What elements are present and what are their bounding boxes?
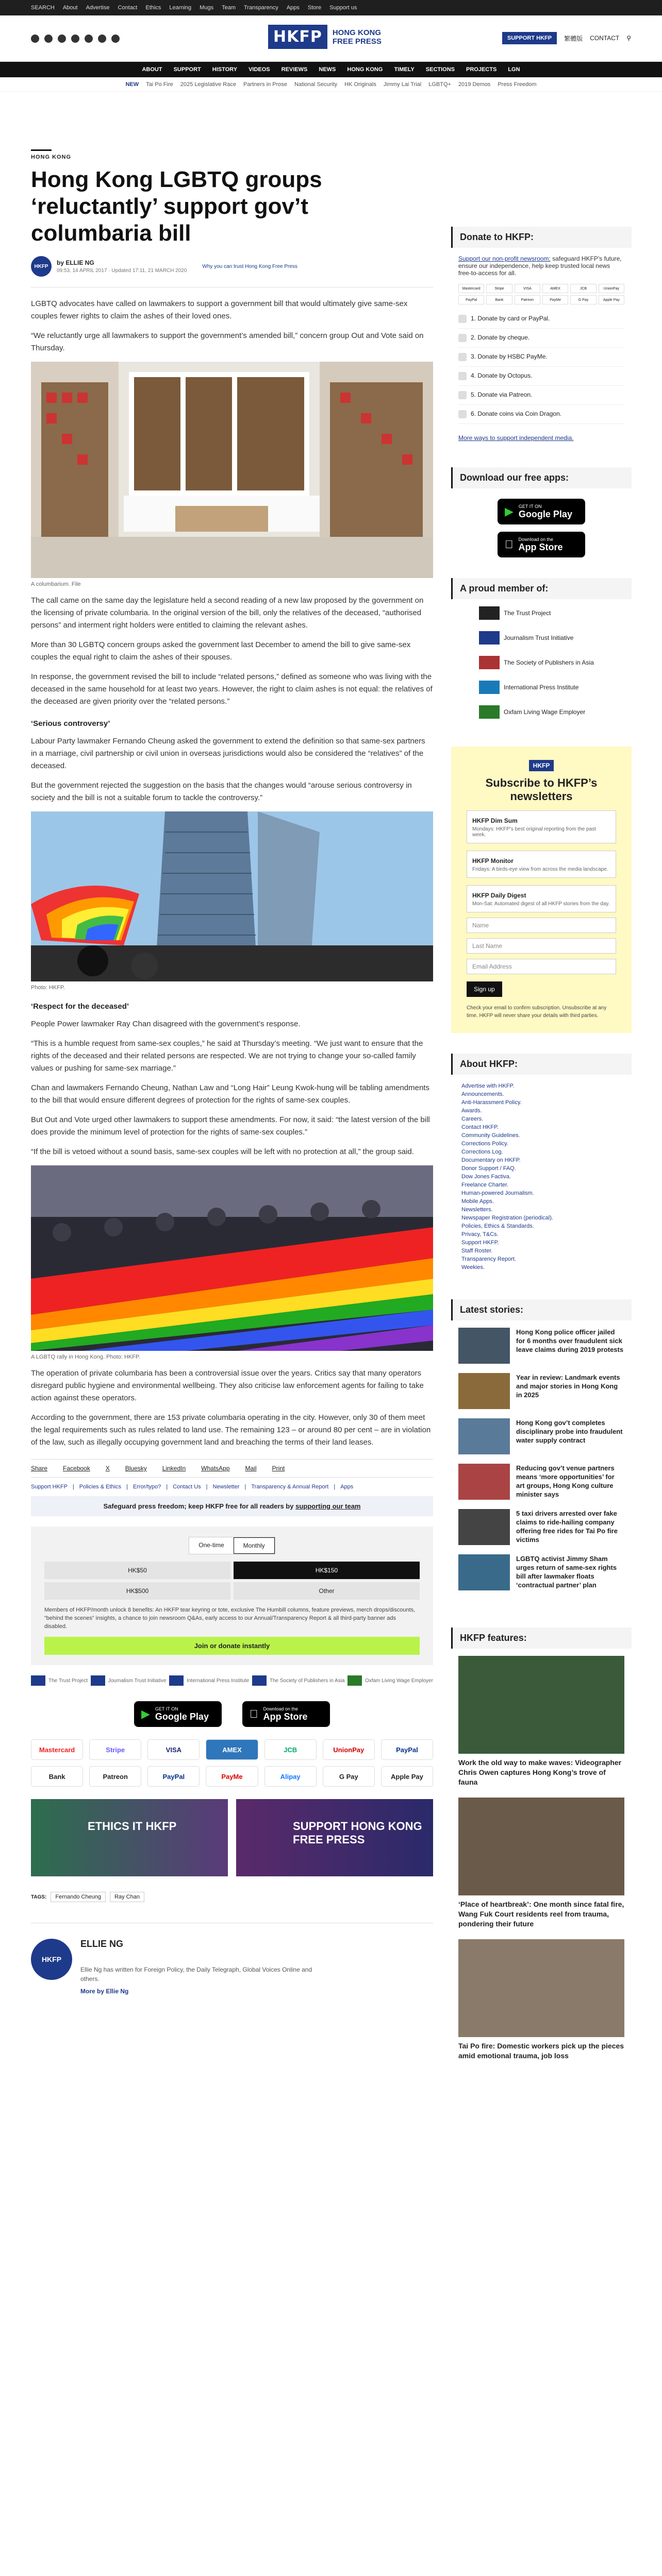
payme-icon: PayMe xyxy=(542,295,568,304)
columbarium-illustration xyxy=(31,362,433,578)
about-link[interactable]: Contact HKFP. xyxy=(461,1124,499,1130)
share-mail-button[interactable]: Mail xyxy=(245,1465,257,1472)
story-thumbnail xyxy=(458,1328,510,1364)
member-logo[interactable]: International Press Institute xyxy=(169,1675,249,1686)
about-link[interactable]: Community Guidelines. xyxy=(461,1132,520,1139)
donate-way-item[interactable]: 6. Donate coins via Coin Dragon. xyxy=(458,405,624,424)
applepay-icon: Apple Pay xyxy=(599,295,624,304)
paragraph: But the government rejected the suggestion on the basis that the changes would “arouse serious controversy in society and the bill is not a suitable forum to tackle the controversy.” xyxy=(31,781,412,802)
member-list xyxy=(472,599,632,726)
visa-icon: VISA xyxy=(515,284,540,293)
paragraph: Labour Party lawmaker Fernando Cheung asked the government to extend the definition so that same-sex partners in a marriage, civil partnership or civil union in overseas jurisdictions would also be considered the “relatives” of the deceased. xyxy=(31,737,425,770)
photo-caption: A LGBTQ rally in Hong Kong. Photo: HKFP. xyxy=(31,1354,140,1360)
card-icon xyxy=(458,315,467,323)
topbar-item-support[interactable]: Support us xyxy=(329,5,357,11)
amount-option[interactable]: HK$50 xyxy=(44,1562,230,1579)
sidebar xyxy=(451,227,632,2078)
about-link[interactable]: Mobile Apps. xyxy=(461,1198,494,1205)
paypal-icon: PayPal xyxy=(381,1739,433,1760)
social-icons xyxy=(31,35,120,43)
about-link[interactable]: Freelance Charter. xyxy=(461,1182,509,1188)
latest-stories xyxy=(451,1320,632,1607)
tags-row xyxy=(31,1892,433,1902)
lgbtq-rally-photo[interactable] xyxy=(31,1165,433,1351)
top-bar xyxy=(0,0,662,15)
photo-caption: A columbarium. File xyxy=(31,581,81,587)
topbar-item-store[interactable]: Store xyxy=(307,5,322,11)
nav-item-projects[interactable]: PROJECTS xyxy=(466,66,497,73)
payme-icon xyxy=(458,353,467,361)
jcb-icon: JCB xyxy=(570,284,596,293)
trending-item[interactable]: LGBTQ+ xyxy=(428,81,451,88)
about-link[interactable]: Donor Support / FAQ. xyxy=(461,1165,516,1172)
donation-box xyxy=(31,1527,433,1665)
topbar-item-learning[interactable]: Learning xyxy=(169,5,192,11)
umbrella-illustration xyxy=(31,811,433,981)
topbar-item-search[interactable]: SEARCH xyxy=(31,5,55,11)
trending-item[interactable]: HK Originals xyxy=(344,81,376,88)
donate-way-item[interactable]: 1. Donate by card or PayPal. xyxy=(458,310,624,329)
more-ways-link[interactable]: More ways to support independent media. xyxy=(458,434,574,442)
logo-text xyxy=(333,28,382,46)
topbar-item-advertise[interactable]: Advertise xyxy=(86,5,110,11)
sidebar-payment-icons xyxy=(451,284,632,304)
member-logos-row xyxy=(31,1675,433,1686)
newsletter-box xyxy=(451,747,632,1033)
policy-link[interactable]: Error/typo? xyxy=(133,1484,161,1490)
language-link[interactable]: 繁體版 xyxy=(564,35,583,42)
story-thumbnail xyxy=(458,1554,510,1590)
octopus-icon xyxy=(458,372,467,380)
gpay-icon: G Pay xyxy=(570,295,596,304)
author-box xyxy=(31,1923,433,1995)
cheque-icon xyxy=(458,334,467,342)
trending-item[interactable]: 2019 Demos xyxy=(458,81,491,88)
latest-story[interactable]: Reducing gov’t venue partners means ‘more opportunities’ for art groups, Hong Kong culture minister says xyxy=(458,1464,624,1500)
paragraph: Chan and lawmakers Fernando Cheung, Nathan Law and “Long Hair” Leung Kwok-hung will be tabling amendments to the bill that would ensure different degrees of protection for the rights of same-sex couples. xyxy=(31,1083,429,1105)
nav-item-videos[interactable]: VIDEOS xyxy=(249,66,270,73)
app-store-button[interactable]: Download on the App Store xyxy=(498,532,585,557)
about-link[interactable]: Careers. xyxy=(461,1116,484,1122)
logo-line2: FREE PRESS xyxy=(332,37,382,46)
subheading: ‘Respect for the deceased’ xyxy=(31,1002,129,1011)
paragraph: LGBTQ advocates have called on lawmakers to support a government bill that would ultimately give same-sex couples fewer rights to claim the ashes of their loved ones. xyxy=(31,299,408,320)
byline-author[interactable]: by ELLIE NG xyxy=(57,259,94,266)
sidebar-heading-apps: Download our free apps: xyxy=(451,467,632,488)
about-link[interactable]: Newspaper Registration (periodical). xyxy=(461,1215,553,1221)
policy-link[interactable]: Newsletter xyxy=(212,1484,240,1490)
stripe-icon: Stripe xyxy=(89,1739,141,1760)
member-logo[interactable]: Oxfam Living Wage Employer xyxy=(479,705,585,719)
site-header xyxy=(0,15,662,62)
unionpay-icon: UnionPay xyxy=(599,284,624,293)
photo-caption: Photo: HKFP. xyxy=(31,985,65,991)
policy-link[interactable]: Contact Us xyxy=(173,1484,201,1490)
donate-ways-list xyxy=(451,304,632,429)
about-link[interactable]: Weekies. xyxy=(461,1264,485,1270)
paypal-icon: PayPal xyxy=(147,1766,200,1787)
trust-link[interactable]: Why you can trust Hong Kong Free Press xyxy=(202,263,297,269)
gpay-icon: G Pay xyxy=(323,1766,375,1787)
contact-link[interactable]: CONTACT xyxy=(590,35,620,42)
paragraph: The operation of private columbaria has been a controversial issue over the years. Critics say that many operators disregard public hygiene and environmental wellbeing. They also criticise law enforcement agents for failing to take action against these operators. xyxy=(31,1369,424,1402)
article-kicker[interactable]: HONG KONG xyxy=(31,149,52,160)
email-input[interactable]: Email Address xyxy=(467,959,616,974)
bank-icon: Bank xyxy=(486,295,512,304)
member-logo[interactable]: Journalism Trust Initiative xyxy=(479,631,573,645)
share-print-button[interactable]: Print xyxy=(272,1465,285,1472)
sidebar-heading-features: HKFP features: xyxy=(451,1628,632,1649)
member-logo[interactable]: The Society of Publishers in Asia xyxy=(252,1675,345,1686)
sidebar-heading-latest: Latest stories: xyxy=(451,1299,632,1320)
byline xyxy=(31,256,433,277)
safeguard-link[interactable]: supporting our team xyxy=(295,1502,361,1510)
donation-note: Members of HKFP/month unlock 8 benefits: An HKFP tear keyring or tote, exclusive The Humbill columns, feature previews, merch drops/discounts, “behind the scenes” insights, a chance to join newsroom Q&As, early access to our Annual/Transparency Report & all third-party banner ads disabled. xyxy=(44,1607,416,1630)
unionpay-icon: UnionPay xyxy=(323,1739,375,1760)
app-store-button[interactable]: Download on the App Store xyxy=(242,1701,330,1727)
rally-illustration xyxy=(31,1165,433,1351)
donate-way-item[interactable]: 5. Donate via Patreon. xyxy=(458,386,624,405)
tab-one-time[interactable]: One-time xyxy=(198,1541,224,1549)
share-bar xyxy=(31,1459,433,1478)
alipay-icon: Alipay xyxy=(264,1766,317,1787)
feature-thumbnail xyxy=(458,1798,624,1895)
nav-item-timely[interactable]: TIMELY xyxy=(394,66,415,73)
latest-story[interactable]: LGBTQ activist Jimmy Sham urges return of same-sex rights bill after lawmaker floats ‘contractual partner’ plan xyxy=(458,1554,624,1590)
trending-item[interactable]: Jimmy Lai Trial xyxy=(383,81,422,88)
mastercard-icon: Mastercard xyxy=(31,1739,83,1760)
share-label: Share xyxy=(31,1465,48,1472)
signup-button[interactable]: Sign up xyxy=(467,981,502,997)
member-logo[interactable]: Journalism Trust Initiative xyxy=(91,1675,167,1686)
app-store-buttons xyxy=(31,1701,433,1727)
tag-link[interactable]: Fernando Cheung xyxy=(51,1892,106,1902)
policy-link[interactable]: Apps xyxy=(340,1484,354,1490)
story-thumbnail xyxy=(458,1509,510,1545)
share-x-button[interactable]: X xyxy=(105,1465,110,1472)
bank-icon: Bank xyxy=(31,1766,83,1787)
paragraph: “We reluctantly urge all lawmakers to support the government’s amended bill,” concern group Out and Vote said on Thursday. xyxy=(31,331,424,352)
tags-label: TAGS: xyxy=(31,1894,47,1900)
share-bluesky-button[interactable]: Bluesky xyxy=(125,1465,147,1472)
member-logo[interactable]: The Trust Project xyxy=(31,1675,88,1686)
stripe-icon: Stripe xyxy=(486,284,512,293)
nav-item-about[interactable]: ABOUT xyxy=(142,66,162,73)
paragraph: According to the government, there are 153 private columbaria operating in the city. However, only 30 of them meet the legal requirements such as rules related to land use. The remaining 123 – or around 80 per cent – are in violation of the law, such as illegally occupying government land and breaching the terms of their land leases. xyxy=(31,1413,431,1447)
about-link[interactable]: Dow Jones Factiva. xyxy=(461,1174,511,1180)
patreon-icon: Patreon xyxy=(89,1766,141,1787)
telegram-icon[interactable] xyxy=(111,35,120,43)
about-link[interactable]: Newsletters. xyxy=(461,1207,493,1213)
policy-link[interactable]: Support HKFP xyxy=(31,1484,68,1490)
coin-icon xyxy=(458,410,467,418)
paypal-icon: PayPal xyxy=(458,295,484,304)
amex-icon: AMEX xyxy=(206,1739,258,1760)
trending-bar xyxy=(0,77,662,92)
about-link[interactable]: Policies, Ethics & Standards. xyxy=(461,1223,534,1229)
author-name[interactable]: ELLIE NG xyxy=(80,1939,124,1949)
donate-intro xyxy=(451,248,632,284)
instagram-icon[interactable] xyxy=(58,35,66,43)
about-link[interactable]: Privacy, T&Cs. xyxy=(461,1231,499,1238)
donation-frequency-tabs xyxy=(189,1537,275,1554)
site-logo[interactable] xyxy=(268,25,382,49)
sidebar-heading-donate: Donate to HKFP: xyxy=(451,227,632,248)
about-link[interactable]: Documentary on HKFP. xyxy=(461,1157,521,1163)
newsletter-option[interactable]: HKFP Dim Sum Mondays: HKFP’s best original reporting from the past week. xyxy=(467,810,616,843)
payment-methods xyxy=(31,1739,433,1787)
newsletter-footnote: Check your email to confirm subscription. Unsubscribe at any time. HKFP will never share your details with third parties. xyxy=(467,1005,607,1019)
amount-option[interactable]: Other xyxy=(234,1582,420,1600)
sidebar-heading-member: A proud member of: xyxy=(451,578,632,599)
newsletter-option[interactable]: HKFP Monitor Fridays: A birds-eye view from across the media landscape. xyxy=(467,851,616,878)
play-icon: ▶ xyxy=(505,505,514,518)
latest-story[interactable]: 5 taxi drivers arrested over fake claims to ride-hailing company offering free rides for Tai Po fire victims xyxy=(458,1509,624,1545)
topbar-item-ethics[interactable]: Ethics xyxy=(145,5,161,11)
trending-item[interactable]: National Security xyxy=(294,81,338,88)
google-play-button[interactable]: ▶ GET IT ON Google Play xyxy=(134,1701,222,1727)
apple-icon xyxy=(505,538,514,551)
support-promo[interactable]: SUPPORT HONG KONG FREE PRESS xyxy=(236,1799,433,1876)
donate-intro-text: safeguard HKFP’s future, ensure our independence, help keep trusted local news free-to-access for all. xyxy=(458,255,622,277)
feature-story[interactable]: ‘Place of heartbreak’: One month since fatal fire, Wang Fuk Court residents reel from trauma, pondering their future xyxy=(458,1798,624,1929)
youtube-icon[interactable] xyxy=(71,35,79,43)
about-link[interactable]: Awards. xyxy=(461,1108,482,1114)
topbar-item-mugs[interactable]: Mugs xyxy=(200,5,214,11)
about-link[interactable]: Advertise with HKFP. xyxy=(461,1083,515,1089)
nav-item-sections[interactable]: SECTIONS xyxy=(425,66,455,73)
applepay-icon: Apple Pay xyxy=(381,1766,433,1787)
subheading: ‘Serious controversy’ xyxy=(31,719,110,728)
sidebar-app-buttons xyxy=(451,499,632,557)
topbar-item-team[interactable]: Team xyxy=(222,5,236,11)
donation-amounts xyxy=(44,1562,420,1600)
logo-line1: HONG KONG xyxy=(332,28,382,37)
about-link[interactable]: Anti-Harassment Policy. xyxy=(461,1099,522,1106)
policy-link[interactable]: Transparency & Annual Report xyxy=(251,1484,329,1490)
latest-story[interactable]: Hong Kong gov’t completes disciplinary probe into fraudulent water supply contract xyxy=(458,1418,624,1454)
safeguard-banner xyxy=(31,1496,433,1516)
join-donate-button[interactable]: Join or donate instantly xyxy=(44,1637,420,1655)
paragraph: People Power lawmaker Ray Chan disagreed with the government’s response. xyxy=(31,1020,301,1028)
patreon-icon: Patreon xyxy=(515,295,540,304)
article-main xyxy=(31,134,433,1995)
donate-intro-link[interactable]: Support our non-profit newsroom: xyxy=(458,255,551,262)
latest-story[interactable]: Hong Kong police officer jailed for 6 months over fraudulent sick leave claims during 2019 protests xyxy=(458,1328,624,1364)
threads-icon[interactable] xyxy=(85,35,93,43)
share-whatsapp-button[interactable]: WhatsApp xyxy=(201,1465,230,1472)
share-facebook-button[interactable]: Facebook xyxy=(63,1465,90,1472)
about-link[interactable]: Transparency Report. xyxy=(461,1256,516,1262)
author-box-avatar[interactable]: HKFP xyxy=(31,1939,72,1980)
trending-item[interactable]: 2025 Legislative Race xyxy=(180,81,236,88)
promo-banners xyxy=(31,1799,433,1876)
bluesky-icon[interactable] xyxy=(98,35,106,43)
topbar-item-transparency[interactable]: Transparency xyxy=(243,5,278,11)
policy-link[interactable]: Policies & Ethics xyxy=(79,1484,122,1490)
nav-item-support[interactable]: SUPPORT xyxy=(173,66,201,73)
paragraph: “If the bill is vetoed without a sound basis, same-sex couples will be left with no protection at all,” the group said. xyxy=(31,1147,414,1156)
paragraph: In response, the government revised the bill to include “related persons,” defined as someone who was living with the deceased in the same household for at least two years. However, the right to claim ashes is not equal: the relatives of the deceased are given priority over the “related persons.” xyxy=(31,672,433,706)
author-bio: Ellie Ng has written for Foreign Policy, the Daily Telegraph, Global Voices Online and others. xyxy=(80,1966,312,1982)
header-right xyxy=(502,32,631,44)
donate-way-item[interactable]: 3. Donate by HSBC PayMe. xyxy=(458,348,624,367)
nav-item-history[interactable]: HISTORY xyxy=(212,66,238,73)
topbar-item-contact[interactable]: Contact xyxy=(118,5,138,11)
donate-way-item[interactable]: 2. Donate by cheque. xyxy=(458,329,624,348)
payme-icon: PayMe xyxy=(206,1766,258,1787)
about-link[interactable]: Announcements. xyxy=(461,1091,504,1097)
last-name-input[interactable]: Last Name xyxy=(467,938,616,954)
google-play-button[interactable]: ▶ GET IT ON Google Play xyxy=(498,499,585,524)
about-links xyxy=(451,1075,632,1279)
about-link[interactable]: Corrections Log. xyxy=(461,1149,503,1155)
amount-option[interactable]: HK$500 xyxy=(44,1582,230,1600)
donate-way-item[interactable]: 4. Donate by Octopus. xyxy=(458,367,624,386)
feature-story[interactable]: Work the old way to make waves: Videographer Chris Owen captures Hong Kong’s trove of fauna xyxy=(458,1656,624,1787)
about-link[interactable]: Staff Roster. xyxy=(461,1248,493,1254)
nav-item-lgn[interactable]: LGN xyxy=(508,66,520,73)
nav-item-news[interactable]: NEWS xyxy=(319,66,336,73)
member-logo[interactable]: International Press Institute xyxy=(479,681,578,694)
amount-option-selected[interactable]: HK$150 xyxy=(234,1562,420,1579)
about-link[interactable]: Support HKFP. xyxy=(461,1240,499,1246)
main-nav xyxy=(0,62,662,77)
paragraph: “This is a humble request from same-sex couples,” he said at Thursday’s meeting. “We just want to ensure that the rights of the deceased and their related persons are respected. We are not trying to change your so-called family values or pushing for same-sex marriage.” xyxy=(31,1039,423,1073)
topbar-item-about[interactable]: About xyxy=(62,5,78,11)
visa-icon: VISA xyxy=(147,1739,200,1760)
feature-thumbnail xyxy=(458,1656,624,1754)
newsletter-logo: HKFP xyxy=(529,760,554,771)
amex-icon: AMEX xyxy=(542,284,568,293)
story-thumbnail xyxy=(458,1418,510,1454)
policy-links: Support HKFP | Policies & Ethics | Error/typo? | Contact Us | Newsletter | Transparency & Annual Report | Apps xyxy=(31,1484,354,1490)
paragraph: More than 30 LGBTQ concern groups asked the government last December to amend the bill to give same-sex couples the equal right to claim the ashes of their spouses. xyxy=(31,640,411,662)
byline-text xyxy=(57,259,187,274)
share-linkedin-button[interactable]: LinkedIn xyxy=(162,1465,186,1472)
facebook-icon[interactable] xyxy=(31,35,39,43)
name-input[interactable]: Name xyxy=(467,918,616,933)
ethics-promo[interactable]: ETHICS IT HKFP xyxy=(31,1799,228,1876)
about-link[interactable]: Corrections Policy. xyxy=(461,1141,508,1147)
story-thumbnail xyxy=(458,1373,510,1409)
paragraph: But Out and Vote urged other lawmakers to support these amendments. For now, it said: “the latest version of the bill does provide the minimum level of protection for the rights of same-sex couples.” xyxy=(31,1115,430,1137)
tag-link[interactable]: Ray Chan xyxy=(110,1892,144,1902)
rainbow-umbrella-photo[interactable] xyxy=(31,811,433,981)
topbar-item-apps[interactable]: Apps xyxy=(286,5,300,11)
search-icon[interactable]: ⚲ xyxy=(626,35,631,42)
byline-dates: 09:53, 14 APRIL 2017 · Updated 17:11, 21 MARCH 2020 xyxy=(57,268,187,274)
safeguard-text: Safeguard press freedom; keep HKFP free for all readers by xyxy=(103,1502,294,1510)
newsletter-option[interactable]: HKFP Daily Digest Mon-Sat: Automated digest of all HKFP stories from the day. xyxy=(467,885,616,912)
nav-item-reviews[interactable]: REVIEWS xyxy=(281,66,308,73)
x-icon[interactable] xyxy=(44,35,53,43)
play-icon: ▶ xyxy=(141,1707,150,1720)
mastercard-icon: Mastercard xyxy=(458,284,484,293)
latest-story[interactable]: Year in review: Landmark events and major stories in Hong Kong in 2025 xyxy=(458,1373,624,1409)
trending-item[interactable]: Press Freedom xyxy=(498,81,537,88)
newsletter-title: Subscribe to HKFP’s newsletters xyxy=(485,776,598,803)
member-logo[interactable]: The Society of Publishers in Asia xyxy=(479,656,594,669)
support-hkfp-button[interactable]: SUPPORT HKFP xyxy=(502,32,557,44)
author-avatar[interactable]: HKFP xyxy=(31,256,52,277)
features-list xyxy=(451,1649,632,2078)
nav-item-hongkong[interactable]: HONG KONG xyxy=(347,66,383,73)
feature-thumbnail xyxy=(458,1939,624,2037)
member-logo[interactable]: The Trust Project xyxy=(479,606,551,620)
more-by-author-link[interactable]: More by Ellie Ng xyxy=(80,1988,129,1995)
member-logo[interactable]: Oxfam Living Wage Employer xyxy=(347,1675,433,1686)
apple-icon xyxy=(250,1707,258,1721)
trending-item[interactable]: Tai Po Fire xyxy=(146,81,173,88)
patreon-icon xyxy=(458,391,467,399)
feature-story[interactable]: Tai Po fire: Domestic workers pick up the pieces amid emotional trauma, job loss xyxy=(458,1939,624,2061)
trending-new-label: NEW xyxy=(125,81,139,88)
article-title: Hong Kong LGBTQ groups ‘reluctantly’ support gov’t columbaria bill xyxy=(31,167,322,246)
jcb-icon: JCB xyxy=(264,1739,317,1760)
story-thumbnail xyxy=(458,1464,510,1500)
tab-monthly[interactable]: Monthly xyxy=(234,1537,275,1554)
columbarium-photo[interactable] xyxy=(31,362,433,578)
about-link[interactable]: Human-powered Journalism. xyxy=(461,1190,534,1196)
logo-box: HKFP xyxy=(268,25,327,49)
paragraph: The call came on the same day the legislature held a second reading of a new law proposed by the government on the licensing of private columbaria. In the original version of the bill, only the relatives of the deceased, “authorised persons” and interment right holders were entitled to claiming the relevant ashes. xyxy=(31,596,424,630)
trending-item[interactable]: Partners in Prose xyxy=(243,81,287,88)
sidebar-heading-about: About HKFP: xyxy=(451,1054,632,1075)
